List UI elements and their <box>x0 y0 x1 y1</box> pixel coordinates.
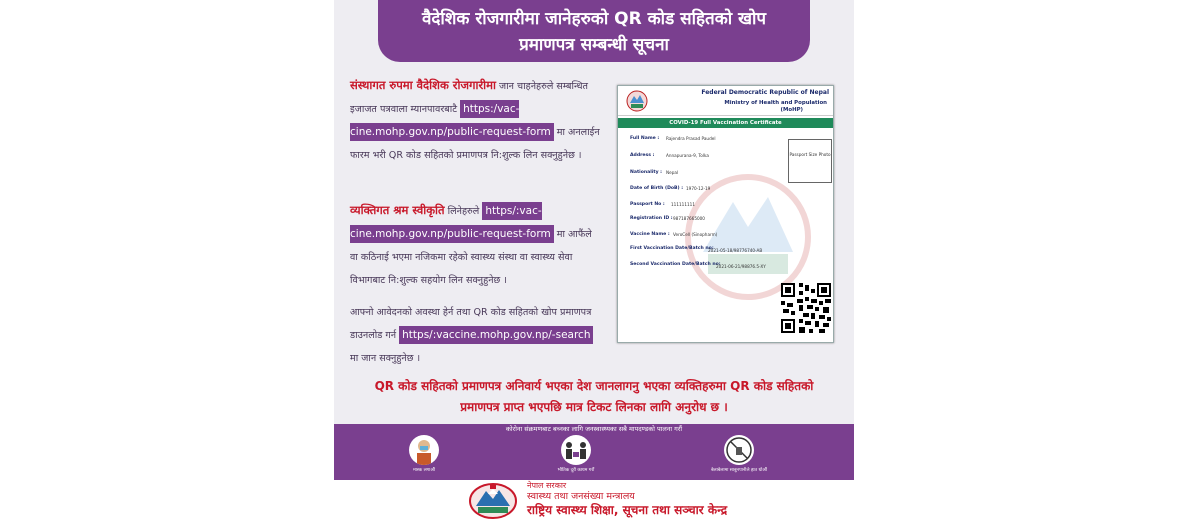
vaccine-search-link[interactable]: https/:vaccine.mohp.gov.np/-search <box>399 326 593 344</box>
cert-field-label: First Vaccination Date/Batch no: <box>630 246 714 251</box>
paragraph-text: मा जान सक्नुहुनेछ । <box>350 353 421 364</box>
logo-line-government: नेपाल सरकार <box>527 481 567 490</box>
banner-title-line1: वैदेशिक रोजगारीमा जानेहरुको QR कोड सहितको खोप <box>421 9 767 29</box>
paragraph-text: आफ्नो आवेदनको अवस्था हेर्न तथा QR कोड सहितको खोप प्रमाणपत्र डाउनलोड गर्न <box>350 307 592 341</box>
footer-item-label: मास्क लगाऔं <box>413 468 435 473</box>
banner-title-line2: प्रमाणपत्र सम्बन्धी सूचना <box>519 35 669 55</box>
cert-header-ministry: Ministry of Health and Population <box>724 100 827 106</box>
paragraph-institutional <box>350 74 600 167</box>
ministry-logo <box>468 480 768 519</box>
footer-band <box>334 424 854 480</box>
cert-field-label: Full Name : <box>630 136 660 141</box>
paragraph-text: मा आफैंले वा कठिनाई भएमा नजिकमा रहेको स्वास्थ्य संस्था वा स्वास्थ्य सेवा विभागबाट नि:शुल्क सहयोग लिन सक्नुहुनेछ । <box>350 229 592 286</box>
advisory-line2: प्रमाणपत्र प्राप्त भएपछि मात्र टिकट लिनका लागि अनुरोध छ । <box>460 400 728 414</box>
distance-icon <box>561 435 591 465</box>
cert-field-value: 111111111 <box>671 202 695 207</box>
cert-title: COVID-19 Full Vaccination Certificate <box>618 118 833 128</box>
title-banner <box>378 0 810 62</box>
footer-item-handwash <box>689 435 789 473</box>
certificate-header <box>618 86 833 116</box>
cert-field-value: Rajendra Prasad Paudel <box>666 136 716 141</box>
cert-field-value: Annapurana-9, Tolka <box>666 153 709 158</box>
nepal-seal-icon <box>468 482 518 519</box>
cert-field-value: Nepal <box>666 170 679 175</box>
cert-field-value: 1970-12-19 <box>686 186 711 191</box>
footer-item-label: भौतिक दूरी कायम गरौं <box>557 468 595 473</box>
sample-certificate <box>617 85 834 343</box>
footer-item-mask <box>374 435 474 473</box>
paragraph-text: मा अनलाईन फारम भरी QR कोड सहितको प्रमाणपत्र नि:शुल्क लिन सक्नुहुनेछ । <box>350 127 600 161</box>
highlight-institutional: संस्थागत रुपमा वैदेशिक रोजगारीमा <box>350 78 496 92</box>
advisory-note <box>334 376 854 418</box>
paragraph-status <box>350 301 600 370</box>
handwash-icon <box>724 435 754 465</box>
cert-field-label: Passport No : <box>630 202 665 207</box>
cert-field-value: 2021-06-21/98876.5-XY <box>716 264 766 269</box>
footer-item-label: बेलाबेलामा साबुनपानीले हात धोऔं <box>710 468 768 473</box>
footer-item-distance <box>526 435 626 473</box>
cert-header-abbrev: (MoHP) <box>780 107 803 113</box>
cert-field-value: 987187665000 <box>673 216 705 221</box>
highlight-individual: व्यक्तिगत श्रम स्वीकृति <box>350 203 445 217</box>
cert-field-label: Registration ID : <box>630 216 673 221</box>
paragraph-text: जान चाहनेहरुले सम्बन्धित इजाजत पत्रवाला म्यानपावरबाटै <box>350 81 589 115</box>
cert-field-label: Second Vaccination Date/Batch no: <box>630 262 721 267</box>
nepal-emblem-icon <box>626 89 648 113</box>
advisory-line1: QR कोड सहितको प्रमाणपत्र अनिवार्य भएका देश जानलागनु भएका व्यक्तिहरुमा QR कोड सहितको <box>374 379 814 393</box>
logo-line-center: राष्ट्रिय स्वास्थ्य शिक्षा, सूचना तथा सञ्चार केन्द्र <box>527 503 728 517</box>
logo-line-ministry: स्वास्थ्य तथा जनसंख्या मन्त्रालय <box>527 491 635 502</box>
cert-field-label: Vaccine Name : <box>630 232 670 237</box>
cert-field-value: VeroCell (Sinopharm) <box>673 232 718 237</box>
cert-field-label: Nationality : <box>630 170 663 175</box>
notice-poster <box>334 0 854 480</box>
mask-icon <box>409 435 439 465</box>
passport-photo-placeholder: Passport Size Photo <box>788 139 832 183</box>
paragraph-individual <box>350 199 600 292</box>
cert-field-label: Address : <box>630 153 655 158</box>
footer-slogan: कोरोना संक्रमणबाट बच्नका लागि जनस्वास्थ्यका सबै मापदण्डको पालना गरौं <box>505 425 683 433</box>
qr-code-icon <box>781 283 831 333</box>
cert-header-country: Federal Democratic Republic of Nepal <box>701 89 829 96</box>
cert-field-value: 2021-05-18/98776740-AB <box>708 248 763 253</box>
paragraph-text: लिनेहरुले <box>444 206 483 217</box>
vaccine-request-link[interactable]: https/:vac-cine.mohp.gov.np/public-request-form <box>350 202 554 243</box>
vaccine-request-link[interactable]: https:/vac-cine.mohp.gov.np/public-request-form <box>350 100 554 141</box>
cert-field-label: Date of Birth (DoB) : <box>630 186 684 191</box>
